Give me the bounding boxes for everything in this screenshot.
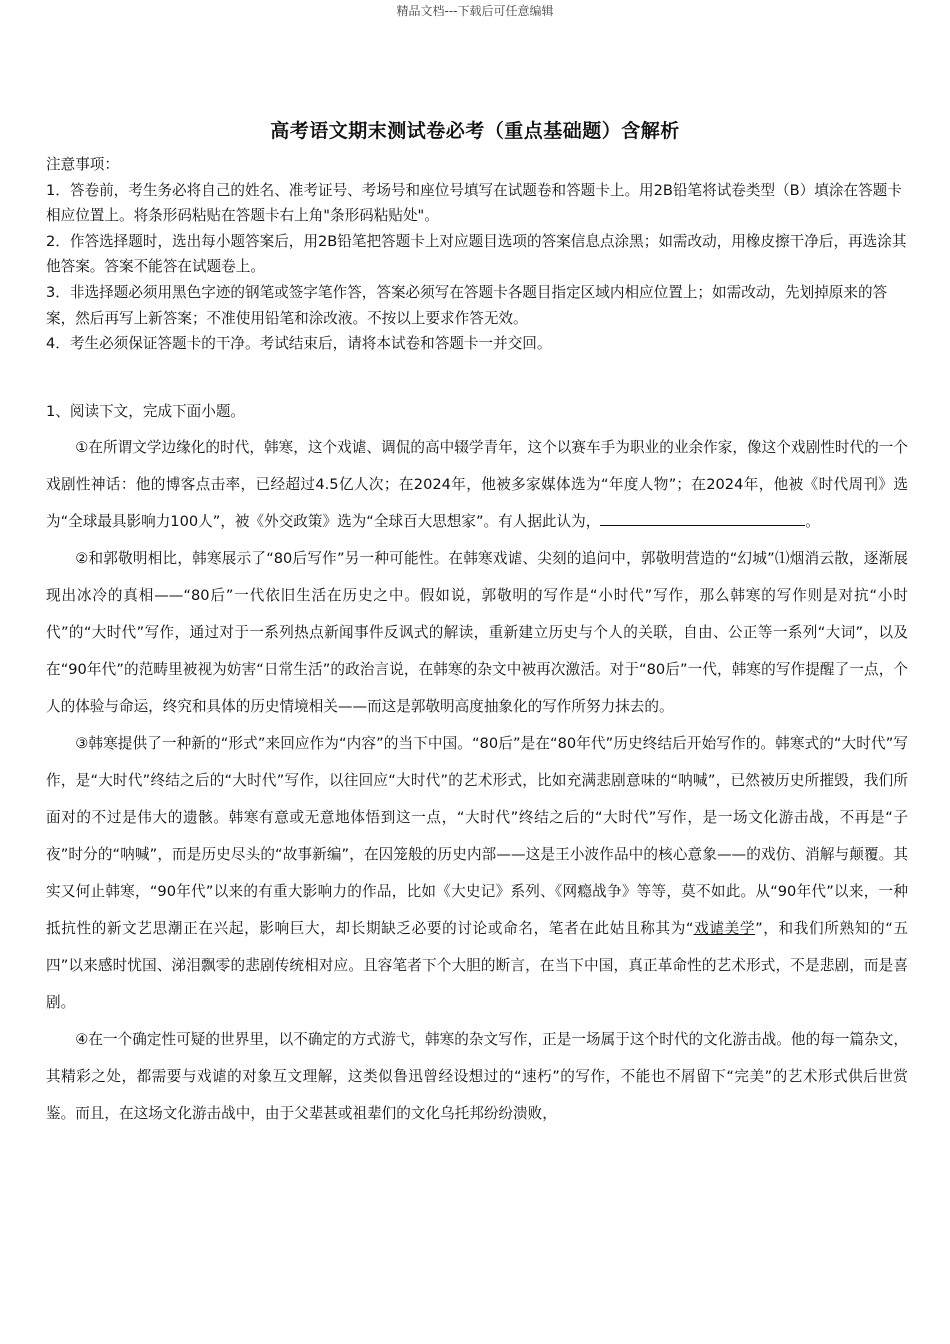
notice-heading: 注意事项：	[46, 156, 119, 173]
answer-blank	[600, 508, 805, 526]
notice-section	[46, 152, 908, 357]
paragraph-1-text: ①在所谓文学边缘化的时代，韩寒，这个戏谑、调侃的高中辍学青年，这个以赛车手为职业的业余作家，像这个戏剧性时代的一个戏剧性神话：他的博客点击率，已经超过4.5亿人次；在2024年，他被多家媒体选为“年度人物”；在2024年，他被《时代周刊》选为“全球最具影响力100人”，被《外交政策》选为“全球百大思想家”。有人据此认为，	[46, 439, 908, 530]
notice-item: 2．作答选择题时，选出每小题答案后，用2B铅笔把答题卡上对应题目选项的答案信息点涂黑；如需改动，用橡皮擦干净后，再选涂其他答案。答案不能答在试题卷上。	[46, 232, 907, 276]
underlined-term: 戏谑美学	[693, 920, 756, 937]
page-header-note: 精品文档---下载后可任意编辑	[396, 4, 554, 18]
paragraph-3	[46, 725, 908, 1021]
paragraph-2: ②和郭敬明相比，韩寒展示了“80后写作”另一种可能性。在韩寒戏谑、尖刻的追问中，郭敬明营造的“幻城”⑴烟消云散，逐渐展现出冰冷的真相——“80后”一代依旧生活在历史之中。假如说，郭敬明的写作是“小时代”写作，那么韩寒的写作则是对抗“小时代”的“大时代”写作，通过对于一系列热点新闻事件反讽式的解读，重新建立历史与个人的关联，自由、公正等一系列“大词”，以及在“90年代”的范畴里被视为妨害“日常生活”的政治言说，在韩寒的杂文中被再次激活。对于“80后”一代，韩寒的写作提醒了一点，个人的体验与命运，终究和具体的历史情境相关——而这是郭敬明高度抽象化的写作所努力抹去的。	[46, 550, 908, 715]
question-heading: 1、阅读下文，完成下面小题。	[46, 403, 246, 420]
notice-item: 1．答卷前，考生务必将自己的姓名、准考证号、考场号和座位号填写在试题卷和答题卡上。用2B铅笔将试卷类型（B）填涂在答题卡相应位置上。将条形码粘贴在答题卡右上角"条形码粘贴处"。	[46, 181, 902, 225]
reading-question	[46, 398, 908, 1132]
paragraph-1-end: 。	[805, 513, 820, 530]
paragraph-1	[46, 429, 908, 540]
paragraph-3-text-b: ”，和我们所熟知的“五四”以来感时忧国、涕泪飘零的悲剧传统相对应。且容笔者下个大胆的断言，在当下中国，真正革命性的艺术形式，不是悲剧，而是喜剧。	[46, 920, 908, 1011]
notice-item: 4．考生必须保证答题卡的干净。考试结束后，请将本试卷和答题卡一并交回。	[46, 335, 552, 353]
paragraph-3-text-a: ③韩寒提供了一种新的“形式”来回应作为“内容”的当下中国。“80后”是在“80年代”历史终结后开始写作的。韩寒式的“大时代”写作，是“大时代”终结之后的“大时代”写作，以往回应“大时代”的艺术形式，比如充满悲剧意味的“呐喊”，已然被历史所摧毁，我们所面对的不过是伟大的遗骸。韩寒有意或无意地体悟到这一点，“大时代”终结之后的“大时代”写作，是一场文化游击战，不再是“子夜”时分的“呐喊”，而是历史尽头的“故事新编”，在囚笼般的历史内部——这是王小波作品中的核心意象——的戏仿、消解与颠覆。其实又何止韩寒，“90年代”以来的有重大影响力的作品，比如《大史记》系列、《网瘾战争》等等，莫不如此。从“90年代”以来，一种抵抗性的新文艺思潮正在兴起，影响巨大，却长期缺乏必要的讨论或命名，笔者在此姑且称其为“	[46, 735, 908, 937]
page-title: 高考语文期末测试卷必考（重点基础题）含解析	[270, 120, 680, 142]
paragraph-4: ④在一个确定性可疑的世界里，以不确定的方式游弋，韩寒的杂文写作，正是一场属于这个时代的文化游击战。他的每一篇杂文，其精彩之处，都需要与戏谑的对象互文理解，这类似鲁迅曾经设想过的“速朽”的写作，不能也不屑留下“完美”的艺术形式供后世赏鉴。而且，在这场文化游击战中，由于父辈甚或祖辈们的文化乌托邦纷纷溃败，	[46, 1031, 908, 1122]
notice-item: 3．非选择题必须用黑色字迹的钢笔或签字笔作答，答案必须写在答题卡各题目指定区域内相应位置上；如需改动，先划掉原来的答案，然后再写上新答案；不准使用铅笔和涂改液。不按以上要求作答无效。	[46, 283, 888, 327]
